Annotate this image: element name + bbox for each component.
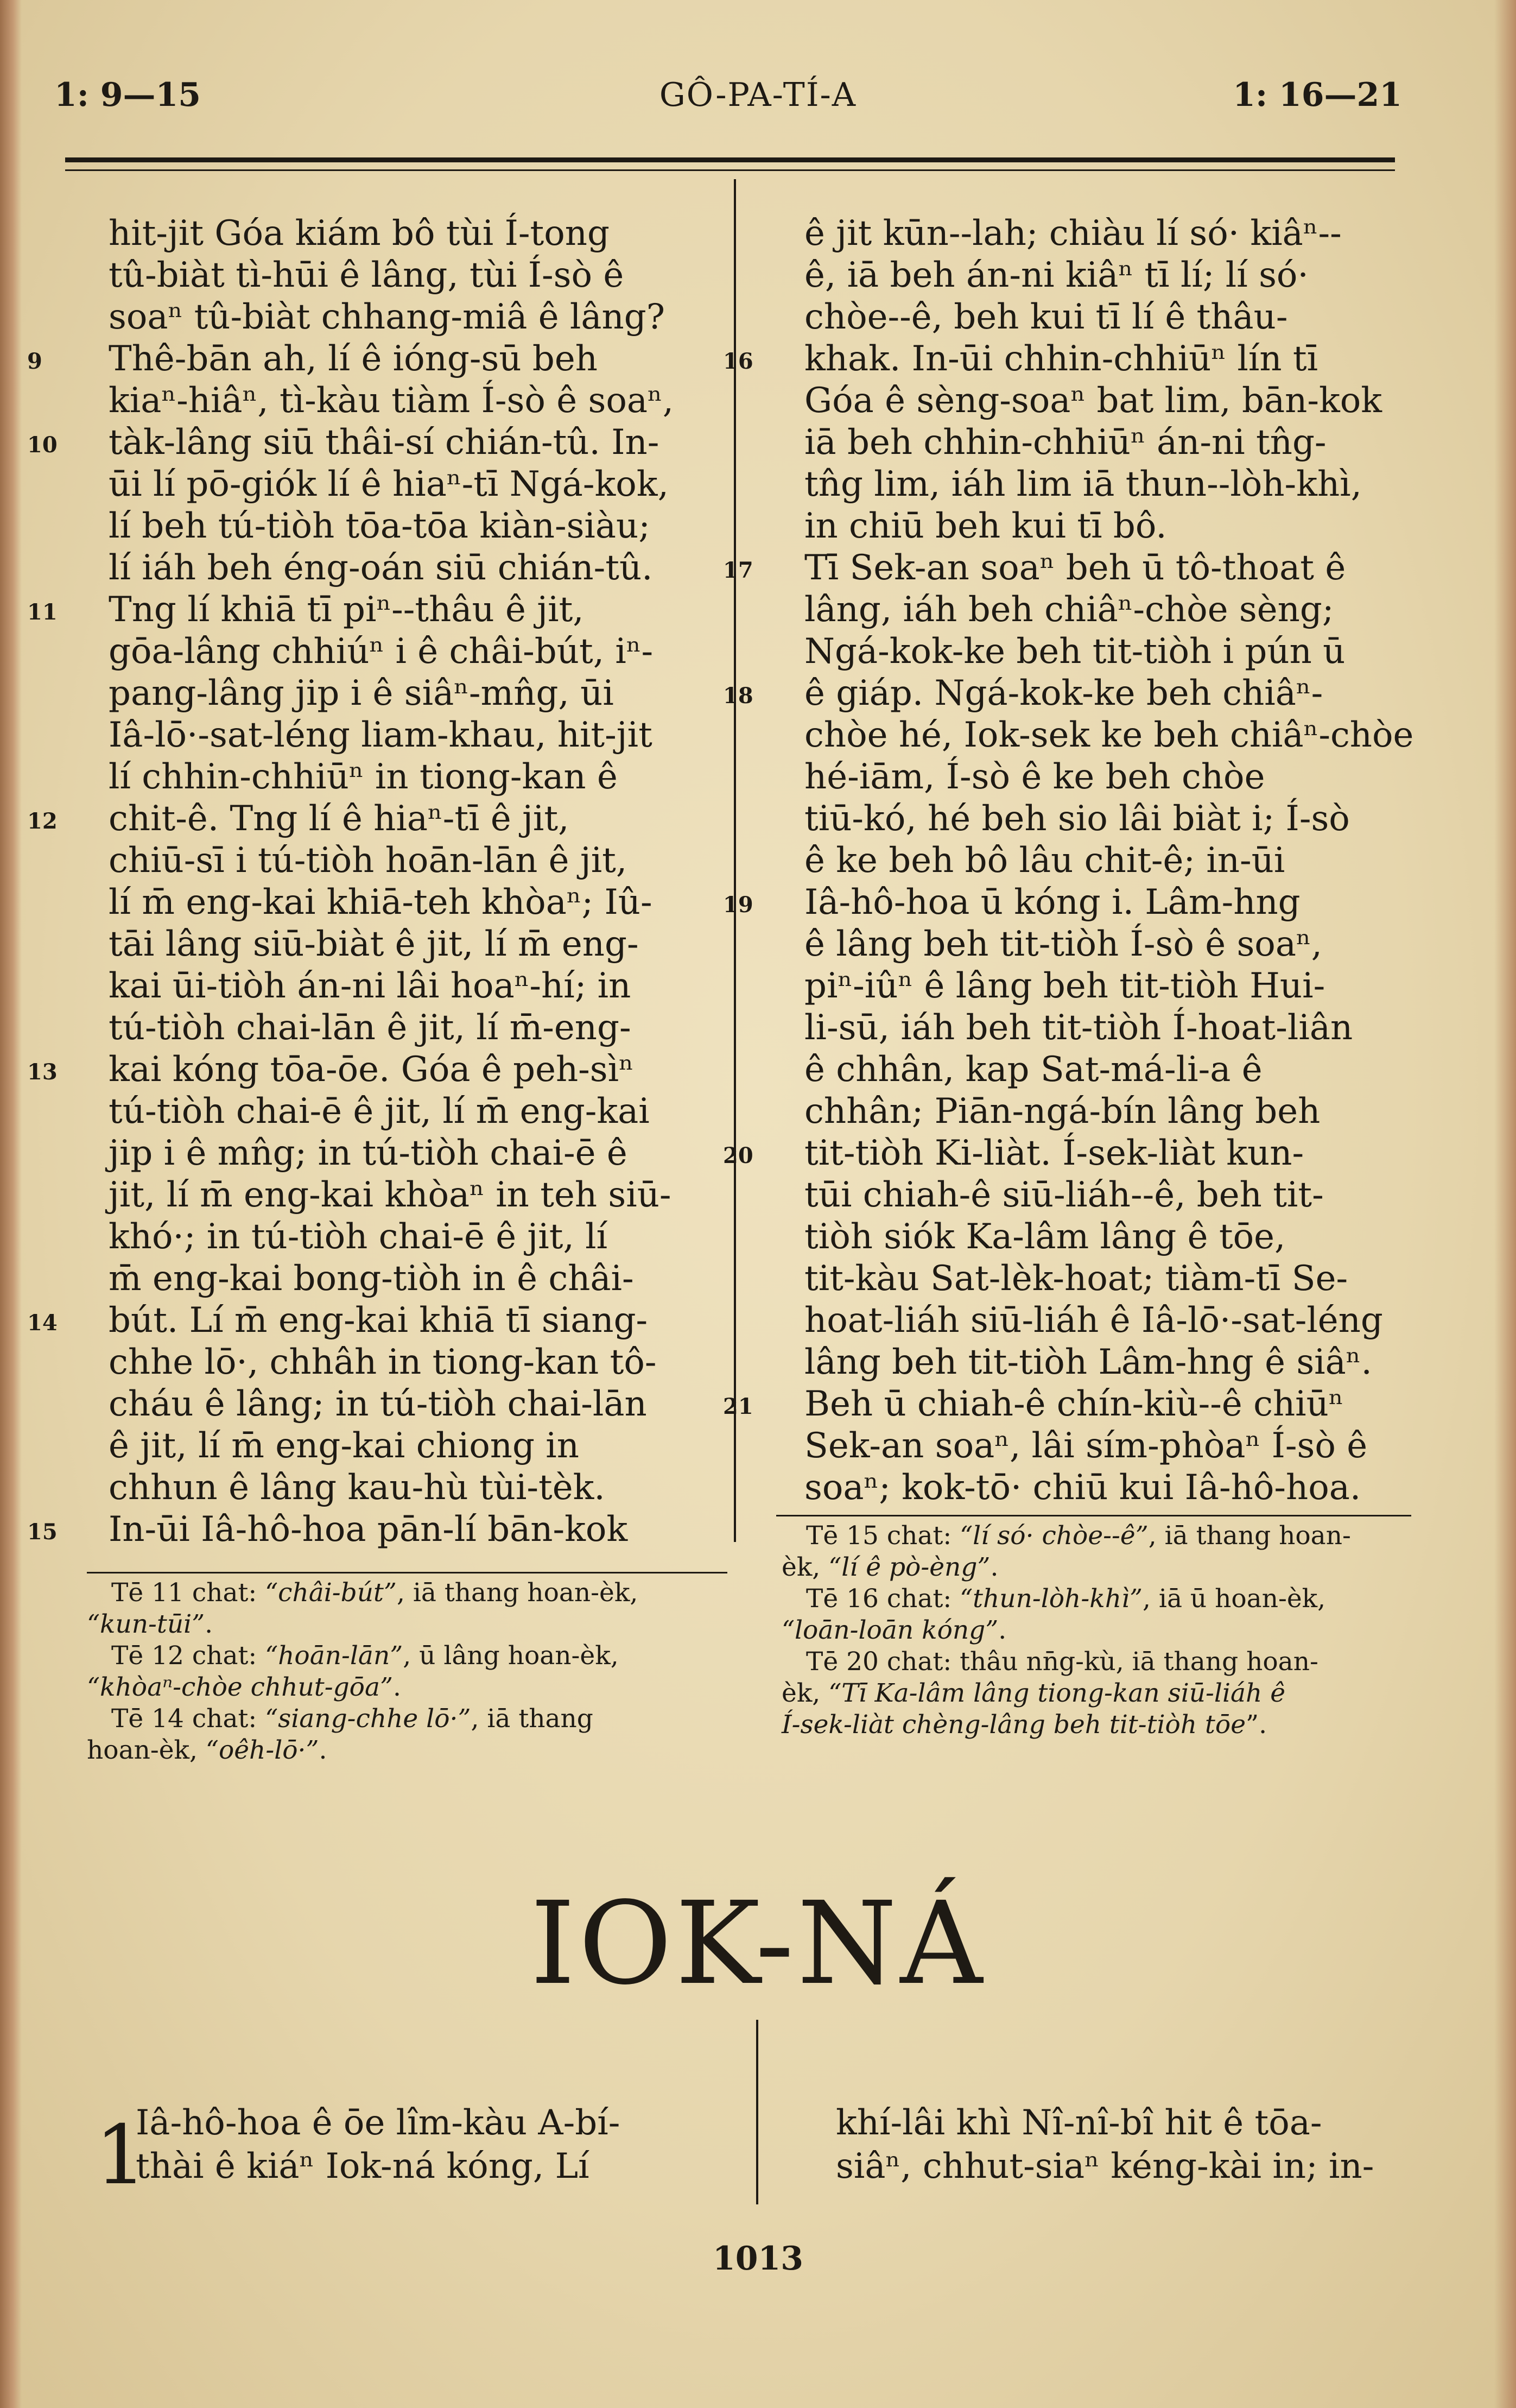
line-text: chiū-sī i tú-tiòh hoān-lān ê jit,	[109, 840, 627, 881]
footnote-text: èk,	[782, 1678, 829, 1708]
text-line	[109, 631, 722, 673]
footnote-italic-text: “loān-loān kóng”	[782, 1615, 999, 1645]
text-line	[804, 380, 1407, 422]
verse-number: 11	[27, 599, 58, 625]
chapter-number: 1	[95, 2108, 147, 2203]
text-line	[804, 1467, 1407, 1509]
line-text: hé-iām, Í-sò ê ke beh chòe	[804, 757, 1265, 797]
footnote-text: Tē 15 chat:	[806, 1521, 960, 1551]
footnote-text: .	[319, 1735, 327, 1765]
line-text: bút. Lí m̄ eng-kai khiā tī siang-	[109, 1300, 648, 1341]
text-line	[109, 213, 722, 255]
text-line	[109, 296, 722, 338]
line-text: lâng, iáh beh chiâⁿ-chòe sèng;	[804, 590, 1334, 630]
footnote-italic-text: “siang-chhe lō·”	[265, 1704, 471, 1734]
running-head-title: GÔ-PA-TÍ-A	[659, 76, 857, 114]
text-line	[723, 673, 1407, 715]
verse-number: 10	[27, 432, 58, 458]
footnote-text: Tē 16 chat:	[806, 1584, 960, 1614]
line-text: li-sū, iáh beh tit-tiòh Í-hoat-liân	[804, 1008, 1353, 1048]
line-text: tūi chiah-ê siū-liáh--ê, beh tit-	[804, 1175, 1324, 1215]
footnotes-right	[782, 1520, 1411, 1741]
footnote-italic-text: “châi-bút”	[265, 1578, 397, 1608]
footnote-text: .	[990, 1552, 999, 1582]
footnote-italic-text: “hoān-lān”	[265, 1641, 403, 1671]
text-line	[109, 255, 722, 296]
text-line	[804, 1425, 1407, 1467]
header-rule-thick	[65, 157, 1395, 162]
line-text: pang-lâng jip i ê siâⁿ-mn̂g, ūi	[109, 673, 614, 713]
line-text: iā beh chhin-chhiūⁿ án-ni tn̂g-	[804, 422, 1327, 463]
line-text: khó·; in tú-tiòh chai-ē ê jit, lí	[109, 1217, 608, 1257]
line-text: kai ūi-tiòh án-ni lâi hoaⁿ-hí; in	[109, 966, 631, 1006]
verse-number: 15	[27, 1519, 58, 1545]
line-text: m̄ eng-kai bong-tiòh in ê châi-	[109, 1259, 634, 1299]
text-line	[804, 756, 1407, 798]
line-text: kiaⁿ-hiâⁿ, tì-kàu tiàm Í-sò ê soaⁿ,	[109, 381, 674, 421]
line-text: Iâ-lō·-sat-léng liam-khau, hit-jit	[109, 715, 652, 755]
line-text: tú-tiòh chai-ē ê jit, lí m̄ eng-kai	[109, 1091, 650, 1132]
line-text: gōa-lâng chhiúⁿ i ê châi-bút, iⁿ-	[109, 631, 654, 672]
text-line	[804, 1049, 1407, 1091]
text-line	[109, 1425, 722, 1467]
line-text: in chiū beh kui tī bô.	[804, 506, 1167, 546]
line-text: jip i ê mn̂g; in tú-tiòh chai-ē ê	[109, 1133, 627, 1173]
line-text: ê ke beh bô lâu chit-ê; in-ūi	[804, 840, 1285, 881]
text-line	[109, 1342, 722, 1383]
line-text: piⁿ-iûⁿ ê lâng beh tit-tiòh Hui-	[804, 966, 1325, 1006]
text-line	[804, 798, 1407, 840]
line-text: tiū-kó, hé beh sio lâi biàt i; Í-sò	[804, 799, 1350, 839]
text-line	[723, 1383, 1407, 1425]
text-line	[804, 255, 1407, 296]
line-text: tàk-lâng siū thâi-sí chián-tû. In-	[109, 422, 659, 463]
text-line	[27, 1300, 722, 1342]
footnote-line	[87, 1735, 733, 1766]
text-line	[109, 1467, 722, 1509]
line-text: soaⁿ tû-biàt chhang-miâ ê lâng?	[109, 297, 665, 337]
text-line	[723, 1133, 1407, 1174]
line-text: chòe hé, Iok-sek ke beh chiâⁿ-chòe	[804, 715, 1414, 755]
line-text: Tī Sek-an soaⁿ beh ū tô-thoat ê	[804, 548, 1346, 588]
line-text: lâng beh tit-tiòh Lâm-hng ê siâⁿ.	[804, 1342, 1372, 1382]
footnote-line	[87, 1577, 733, 1609]
footnote-line	[782, 1615, 1411, 1646]
chapter-column-divider	[756, 2020, 758, 2204]
line-text: hit-jit Góa kiám bô tùi Í-tong	[109, 213, 610, 254]
footnote-line	[87, 1672, 733, 1703]
footnote-line	[782, 1552, 1411, 1583]
text-line	[804, 715, 1414, 756]
line-text: In-ūi Iâ-hô-hoa pān-lí bān-kok	[109, 1509, 628, 1550]
verse-number: 9	[27, 349, 42, 374]
text-line	[804, 213, 1407, 255]
footnote-line	[87, 1703, 733, 1735]
text-line	[109, 965, 722, 1007]
line-text: Tng lí khiā tī piⁿ--thâu ê jit,	[109, 590, 584, 630]
text-line	[804, 1216, 1407, 1258]
footnote-line	[87, 1640, 733, 1672]
footnote-line	[782, 1520, 1411, 1552]
footnote-text: .	[205, 1609, 213, 1639]
text-line	[109, 673, 722, 715]
footnote-text: Tē 11 chat:	[111, 1578, 265, 1608]
text-line	[804, 505, 1407, 547]
verse-number: 16	[723, 349, 753, 374]
footnote-text: , iā ū hoan-èk,	[1143, 1584, 1326, 1614]
line-text: tit-tiòh Ki-liàt. Í-sek-liàt kun-	[804, 1133, 1304, 1173]
footnote-italic-text: “kun-tūi”	[87, 1609, 205, 1639]
text-line	[109, 1383, 722, 1425]
text-line	[723, 547, 1407, 589]
text-line	[109, 1258, 722, 1300]
text-line	[723, 882, 1407, 924]
line-text: lí chhin-chhiūⁿ in tiong-kan ê	[109, 757, 618, 797]
text-line	[27, 1509, 722, 1551]
verse-number: 20	[723, 1143, 753, 1168]
line-text: lí iáh beh éng-oán siū chián-tû.	[109, 548, 653, 588]
text-line	[804, 1091, 1407, 1133]
footnote-italic-text: “lí ê pò-èng”	[828, 1552, 991, 1582]
verse-number: 13	[27, 1059, 58, 1085]
footnote-text: Tē 14 chat:	[111, 1704, 265, 1734]
footnote-italic-text: “Tī Ka-lâm lâng tiong-kan siū-liáh ê	[828, 1678, 1286, 1708]
text-line	[804, 924, 1407, 965]
line-text: Iâ-hô-hoa ū kóng i. Lâm-hng	[804, 882, 1301, 922]
chapter-line: siâⁿ, chhut-siaⁿ kéng-kài in; in-	[836, 2146, 1374, 2186]
chapter-line: Iâ-hô-hoa ê ōe lîm-kàu A-bí-	[136, 2103, 620, 2143]
text-line	[723, 338, 1407, 380]
text-line	[109, 1007, 722, 1049]
footnote-text: hoan-èk,	[87, 1735, 206, 1765]
text-line	[109, 547, 722, 589]
running-head-left: 1: 9—15	[54, 76, 201, 114]
text-line	[804, 1007, 1407, 1049]
text-line	[27, 798, 722, 840]
line-text: kai kóng tōa-ōe. Góa ê peh-sìⁿ	[109, 1050, 634, 1090]
line-text: tit-kàu Sat-lèk-hoat; tiàm-tī Se-	[804, 1259, 1348, 1299]
line-text: chhe lō·, chhâh in tiong-kan tô-	[109, 1342, 657, 1382]
text-line	[27, 1049, 722, 1091]
footnote-line	[782, 1678, 1411, 1709]
text-line	[804, 631, 1407, 673]
line-text: ê, iā beh án-ni kiâⁿ tī lí; lí só·	[804, 255, 1309, 295]
page-number: 1013	[713, 2240, 803, 2278]
line-text: tû-biàt tì-hūi ê lâng, tùi Í-sò ê	[109, 255, 624, 295]
footnote-text: .	[998, 1615, 1007, 1645]
line-text: jit, lí m̄ eng-kai khòaⁿ in teh siū-	[109, 1175, 671, 1215]
line-text: lí beh tú-tiòh tōa-tōa kiàn-siàu;	[109, 506, 650, 546]
text-line	[804, 1300, 1407, 1342]
text-line	[109, 840, 722, 882]
chapter-text-left	[136, 2101, 620, 2188]
line-text: chòe--ê, beh kui tī lí ê thâu-	[804, 297, 1288, 337]
footnote-text: , iā thang	[471, 1704, 593, 1734]
footnote-text: èk,	[782, 1552, 829, 1582]
footnote-line	[782, 1583, 1411, 1615]
running-head-right: 1: 16—21	[1233, 76, 1402, 114]
footnote-text: , iā thang hoan-èk,	[396, 1578, 638, 1608]
footnote-line	[87, 1609, 733, 1640]
text-line	[804, 840, 1407, 882]
footnote-text: Tē 12 chat:	[111, 1641, 265, 1671]
header-rule-thin	[65, 169, 1395, 171]
line-text: Sek-an soaⁿ, lâi sím-phòaⁿ Í-sò ê	[804, 1426, 1368, 1466]
text-line	[109, 715, 722, 756]
footnote-italic-text: Í-sek-liàt chèng-lâng beh tit-tiòh tōe	[782, 1710, 1246, 1740]
verse-number: 17	[723, 558, 753, 583]
text-line	[109, 1091, 722, 1133]
line-text: soaⁿ; kok-tō· chiū kui Iâ-hô-hoa.	[804, 1468, 1361, 1508]
page-edge-left	[0, 0, 22, 2408]
chapter-text-right	[836, 2101, 1374, 2188]
line-text: chit-ê. Tng lí ê hiaⁿ-tī ê jit,	[109, 799, 569, 839]
line-text: khak. In-ūi chhin-chhiūⁿ lín tī	[804, 339, 1318, 379]
line-text: Beh ū chiah-ê chín-kiù--ê chiūⁿ	[804, 1384, 1344, 1424]
text-line	[109, 380, 722, 422]
line-text: ê jit kūn--lah; chiàu lí só· kiâⁿ--	[804, 213, 1342, 254]
footnotes-left	[87, 1577, 733, 1766]
footnote-italic-text: “lí só· chòe--ê”	[960, 1521, 1149, 1551]
footnote-italic-text: “oêh-lō·”	[205, 1735, 319, 1765]
chapter-line: khí-lâi khì Nî-nî-bî hit ê tōa-	[836, 2103, 1322, 2143]
footnote-rule-left	[87, 1572, 727, 1573]
footnote-line	[782, 1646, 1411, 1678]
footnote-text: , iā thang hoan-	[1148, 1521, 1351, 1551]
line-text: chhân; Piān-ngá-bín lâng beh	[804, 1091, 1321, 1132]
line-text: tú-tiòh chai-lān ê jit, lí m̄-eng-	[109, 1008, 631, 1048]
footnote-text: .	[393, 1672, 401, 1702]
text-line	[804, 1342, 1407, 1383]
footnote-line	[782, 1709, 1411, 1741]
line-text: cháu ê lâng; in tú-tiòh chai-lān	[109, 1384, 647, 1424]
line-text: hoat-liáh siū-liáh ê Iâ-lō·-sat-léng	[804, 1300, 1383, 1341]
verse-number: 14	[27, 1310, 58, 1336]
text-line	[804, 296, 1407, 338]
line-text: ê lâng beh tit-tiòh Í-sò ê soaⁿ,	[804, 924, 1322, 964]
text-line	[109, 1216, 722, 1258]
text-line	[109, 924, 722, 965]
text-line	[804, 464, 1407, 505]
footnote-rule-right	[776, 1515, 1411, 1516]
book-title: IOK-NÁ	[530, 1877, 986, 2010]
text-line	[109, 505, 722, 547]
footnote-text: Tē 20 chat: thâu nn̄g-kù, iā thang hoan-	[806, 1647, 1318, 1677]
column-divider	[734, 179, 736, 1542]
verse-number: 19	[723, 892, 753, 918]
text-line	[804, 965, 1407, 1007]
text-line	[27, 422, 722, 464]
text-line	[804, 422, 1407, 464]
text-line	[109, 1174, 722, 1216]
line-text: tāi lâng siū-biàt ê jit, lí m̄ eng-	[109, 924, 639, 964]
text-line	[109, 882, 722, 924]
line-text: ê giáp. Ngá-kok-ke beh chiâⁿ-	[804, 673, 1323, 713]
line-text: lí m̄ eng-kai khiā-teh khòaⁿ; Iû-	[109, 882, 652, 922]
text-line	[109, 1133, 722, 1174]
verse-number: 18	[723, 683, 753, 709]
left-text-column	[27, 213, 722, 1551]
line-text: chhun ê lâng kau-hù tùi-tèk.	[109, 1468, 605, 1508]
line-text: Thê-bān ah, lí ê ióng-sū beh	[109, 339, 598, 379]
line-text: tn̂g lim, iáh lim iā thun--lòh-khì,	[804, 464, 1362, 504]
line-text: ūi lí pō-giók lí ê hiaⁿ-tī Ngá-kok,	[109, 464, 669, 504]
text-line	[27, 589, 722, 631]
page-edge-right	[1494, 0, 1516, 2408]
line-text: ê jit, lí m̄ eng-kai chiong in	[109, 1426, 579, 1466]
right-text-column	[723, 213, 1414, 1509]
footnote-text: , ū lâng hoan-èk,	[403, 1641, 619, 1671]
text-line	[804, 589, 1407, 631]
verse-number: 12	[27, 808, 58, 834]
text-line	[804, 1174, 1407, 1216]
text-line	[109, 464, 722, 505]
footnote-italic-text: “khòaⁿ-chòe chhut-gōa”	[87, 1672, 393, 1702]
text-line	[804, 1258, 1407, 1300]
text-line	[109, 756, 722, 798]
line-text: ê chhân, kap Sat-má-li-a ê	[804, 1050, 1263, 1090]
footnote-italic-text: “thun-lòh-khì”	[960, 1584, 1143, 1614]
line-text: tiòh siók Ka-lâm lâng ê tōe,	[804, 1217, 1286, 1257]
footnote-text: ”.	[1246, 1710, 1267, 1740]
line-text: Ngá-kok-ke beh tit-tiòh i pún ū	[804, 631, 1346, 672]
verse-number: 21	[723, 1394, 753, 1419]
chapter-line: thài ê kiáⁿ Iok-ná kóng, Lí	[136, 2146, 589, 2186]
text-line	[27, 338, 722, 380]
line-text: Góa ê sèng-soaⁿ bat lim, bān-kok	[804, 381, 1382, 421]
